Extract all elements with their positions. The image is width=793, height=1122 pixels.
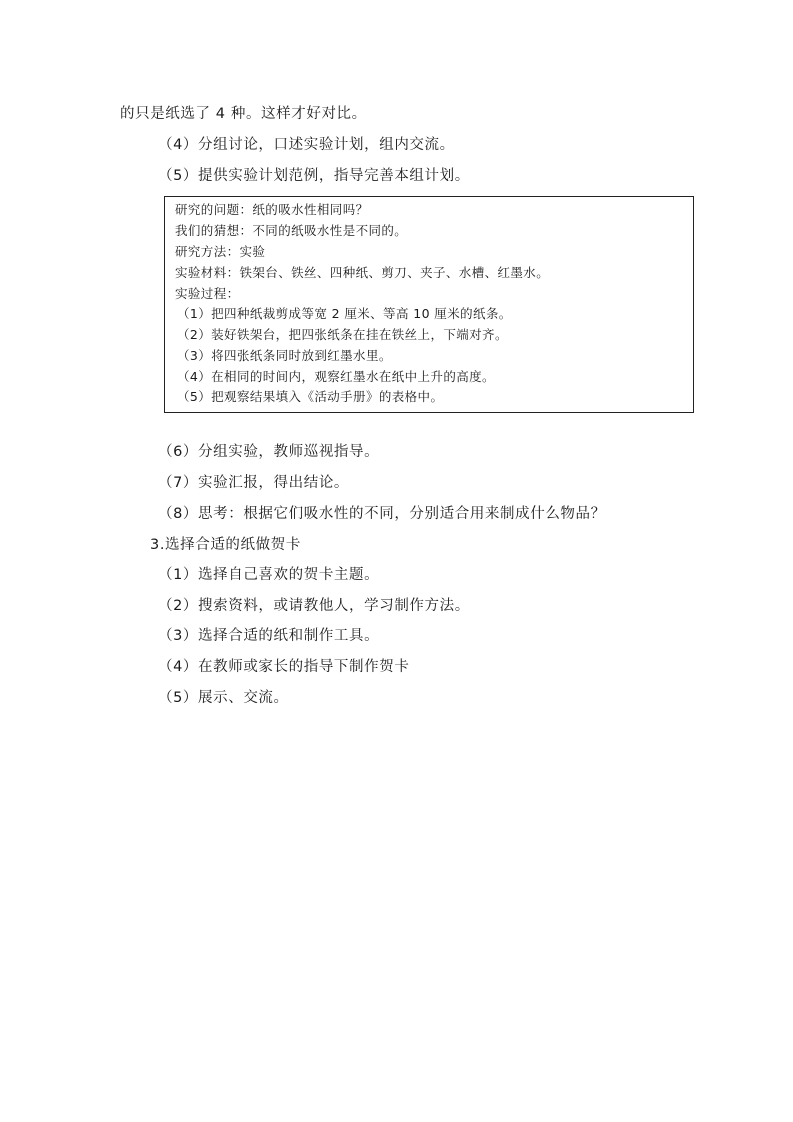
- step-7-line: （7）实验汇报，得出结论。: [158, 475, 350, 491]
- step-6-line: （6）分组实验，教师巡视指导。: [158, 444, 380, 460]
- plan-method: 研究方法：实验: [175, 244, 266, 259]
- plan-process-step-2: （2）装好铁架台，把四张纸条在挂在铁丝上，下端对齐。: [177, 327, 508, 342]
- section-3-step-4: （4）在教师或家长的指导下制作贺卡: [158, 659, 410, 675]
- plan-process-step-3: （3）将四张纸条同时放到红墨水里。: [177, 348, 392, 363]
- step-5-line: （5）提供实验计划范例，指导完善本组计划。: [158, 168, 470, 184]
- section-3-step-1: （1）选择自己喜欢的贺卡主题。: [158, 567, 380, 583]
- plan-process-step-5: （5）把观察结果填入《活动手册》的表格中。: [177, 389, 444, 404]
- section-3-step-5: （5）展示、交流。: [158, 690, 289, 706]
- step-4-line: （4）分组讨论，口述实验计划，组内交流。: [158, 137, 455, 153]
- plan-process-step-4: （4）在相同的时间内，观察红墨水在纸中上升的高度。: [177, 369, 495, 384]
- step-8-line: （8）思考：根据它们吸水性的不同，分别适合用来制成什么物品？: [158, 506, 606, 522]
- intro-line: 的只是纸选了 4 种。这样才好对比。: [120, 106, 367, 122]
- experiment-plan-box: [164, 196, 694, 413]
- section-3-heading: 3.选择合适的纸做贺卡: [150, 537, 301, 553]
- plan-process-title: 实验过程：: [175, 286, 240, 301]
- section-3-step-3: （3）选择合适的纸和制作工具。: [158, 628, 380, 644]
- plan-materials: 实验材料：铁架台、铁丝、四种纸、剪刀、夹子、水槽、红墨水。: [175, 265, 550, 280]
- section-3-step-2: （2）搜索资料，或请教他人，学习制作方法。: [158, 598, 470, 614]
- plan-question: 研究的问题：纸的吸水性相同吗？: [175, 202, 369, 217]
- plan-guess: 我们的猜想：不同的纸吸水性是不同的。: [175, 223, 408, 238]
- plan-process-step-1: （1）把四种纸裁剪成等宽 2 厘米、等高 10 厘米的纸条。: [177, 306, 512, 321]
